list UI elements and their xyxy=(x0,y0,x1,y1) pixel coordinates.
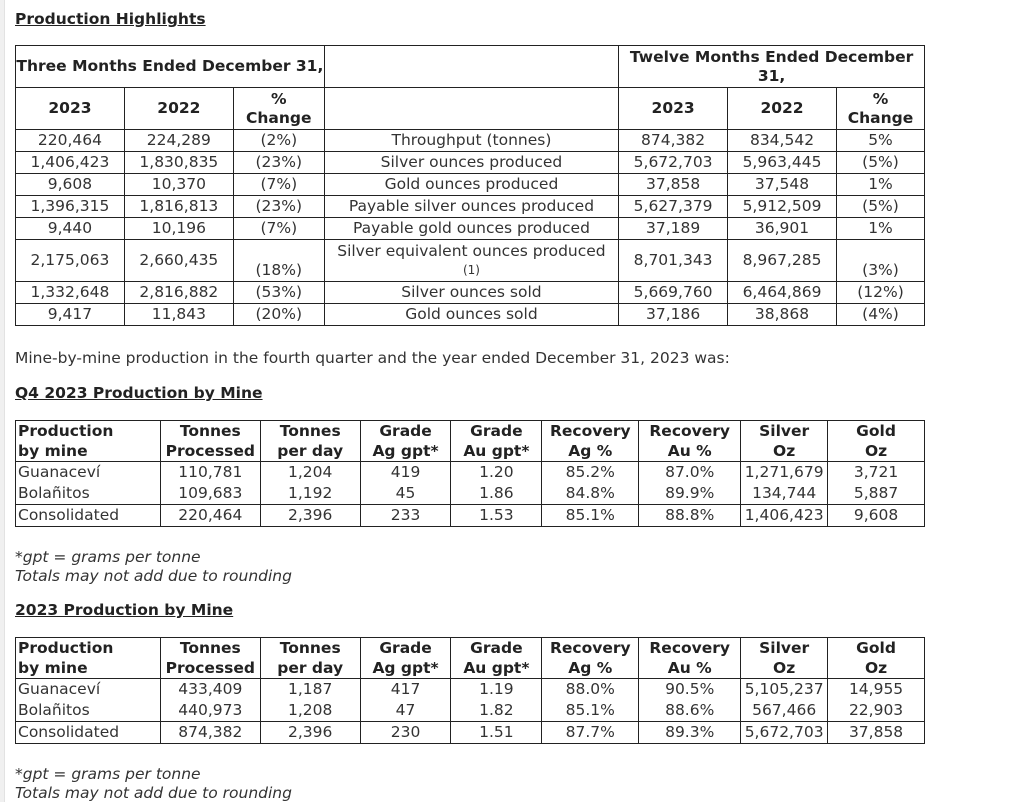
column-header-line: Ag % xyxy=(568,442,613,460)
column-header-line: Ag gpt* xyxy=(372,659,439,677)
year-production-by-mine-table xyxy=(15,637,925,744)
column-header xyxy=(451,421,542,462)
highlight-row xyxy=(16,196,925,218)
fy-2022-value: 6,464,869 xyxy=(728,282,837,304)
fy-2022-value: 36,901 xyxy=(728,218,837,240)
highlight-row xyxy=(16,240,925,282)
column-header-line: Production xyxy=(18,422,114,440)
mine-value: 1.51 xyxy=(451,722,542,744)
mine-value: 230 xyxy=(360,722,451,744)
metric-footnote-ref: (1) xyxy=(462,262,480,277)
period-header-row xyxy=(16,46,925,88)
metric-label-text: Silver ounces produced xyxy=(380,153,563,171)
q4-2022-value: 10,370 xyxy=(124,174,233,196)
q4-2022-value: 11,843 xyxy=(124,304,233,326)
column-header xyxy=(741,421,828,462)
mine-value: 1.86 xyxy=(451,483,542,505)
mine-name: Bolañitos xyxy=(16,483,161,505)
column-header xyxy=(360,421,451,462)
column-header-line: Ag % xyxy=(568,659,613,677)
q4-pct-change: (18%) xyxy=(233,240,324,282)
metric-label-text: Payable gold ounces produced xyxy=(352,219,590,237)
production-highlights-title: Production Highlights xyxy=(15,10,206,28)
column-header-line: Gold xyxy=(856,422,896,440)
year-header-row xyxy=(16,88,925,130)
mine-row xyxy=(16,505,925,527)
column-header-line: Recovery xyxy=(649,639,731,657)
column-header-line: Processed xyxy=(165,659,256,677)
q4-production-by-mine-table xyxy=(15,420,925,527)
three-months-header: Three Months Ended December 31, xyxy=(16,46,325,88)
fy-2022-value: 38,868 xyxy=(728,304,837,326)
metric-label xyxy=(324,240,618,282)
fy-2023-value: 8,701,343 xyxy=(619,240,728,282)
fy-2023-value: 5,672,703 xyxy=(619,152,728,174)
q4-2023-value: 2,175,063 xyxy=(16,240,125,282)
fy-2022-value: 5,963,445 xyxy=(728,152,837,174)
mine-value: 419 xyxy=(360,462,451,484)
blank-header xyxy=(324,46,618,88)
q4-2023-value: 220,464 xyxy=(16,130,125,152)
metric-label xyxy=(324,218,618,240)
column-header-line: Grade xyxy=(470,422,523,440)
mine-value: 1,208 xyxy=(260,700,360,722)
column-header xyxy=(160,638,260,679)
q4-pct-change: (20%) xyxy=(233,304,324,326)
fy-2023-value: 5,669,760 xyxy=(619,282,728,304)
column-header-line: Recovery xyxy=(549,639,631,657)
mine-value: 110,781 xyxy=(160,462,260,484)
q4-2023-value: 1,396,315 xyxy=(16,196,125,218)
mine-value: 5,672,703 xyxy=(741,722,828,744)
metric-label xyxy=(324,130,618,152)
mine-value: 9,608 xyxy=(828,505,925,527)
fy-2022-value: 8,967,285 xyxy=(728,240,837,282)
mine-value: 220,464 xyxy=(160,505,260,527)
mine-value: 1.19 xyxy=(451,679,542,701)
column-header xyxy=(639,638,741,679)
column-header-line: Au % xyxy=(667,659,712,677)
column-header-line: Recovery xyxy=(549,422,631,440)
mine-value: 90.5% xyxy=(639,679,741,701)
q4-2023-value: 9,608 xyxy=(16,174,125,196)
mine-name: Consolidated xyxy=(16,722,161,744)
highlight-row xyxy=(16,130,925,152)
mine-value: 2,396 xyxy=(260,505,360,527)
q4-pct-change: (23%) xyxy=(233,196,324,218)
mine-value: 1.53 xyxy=(451,505,542,527)
twelve-months-header: Twelve Months Ended December 31, xyxy=(619,46,925,88)
column-header-line: Tonnes xyxy=(179,422,241,440)
mine-value: 88.6% xyxy=(639,700,741,722)
q4-pct-change: (7%) xyxy=(233,174,324,196)
q-2023-header: 2023 xyxy=(16,88,125,130)
metric-label-text: Gold ounces sold xyxy=(405,305,538,323)
mine-name: Consolidated xyxy=(16,505,161,527)
fy-2022-value: 5,912,509 xyxy=(728,196,837,218)
column-header-line: Grade xyxy=(379,422,432,440)
y-pct-change-header: % Change xyxy=(836,88,924,130)
metric-label-text: Payable silver ounces produced xyxy=(348,197,595,215)
column-header xyxy=(828,421,925,462)
intro-text: Mine-by-mine production in the fourth quarter and the year ended December 31, 2023 was: xyxy=(15,349,730,367)
column-header xyxy=(16,638,161,679)
q4-pct-change: (2%) xyxy=(233,130,324,152)
metric-label-text: Throughput (tonnes) xyxy=(391,131,552,149)
column-header xyxy=(451,638,542,679)
highlight-row xyxy=(16,304,925,326)
mine-value: 37,858 xyxy=(828,722,925,744)
mine-value: 433,409 xyxy=(160,679,260,701)
q4-2022-value: 2,660,435 xyxy=(124,240,233,282)
q-pct-change-header: % Change xyxy=(233,88,324,130)
column-header-line: Tonnes xyxy=(279,422,341,440)
mine-value: 22,903 xyxy=(828,700,925,722)
fy-2023-value: 37,189 xyxy=(619,218,728,240)
q4-2023-value: 1,332,648 xyxy=(16,282,125,304)
fy-pct-change: 1% xyxy=(836,174,924,196)
fy-2022-value: 37,548 xyxy=(728,174,837,196)
fy-pct-change: (5%) xyxy=(836,196,924,218)
column-header-line: Silver xyxy=(759,639,810,657)
highlight-row xyxy=(16,218,925,240)
column-header-line: per day xyxy=(277,659,344,677)
column-header-line: Oz xyxy=(864,659,888,677)
column-header-line: Oz xyxy=(773,659,796,677)
column-header-line: Oz xyxy=(864,442,888,460)
mine-name: Guanaceví xyxy=(16,462,161,484)
mine-value: 109,683 xyxy=(160,483,260,505)
fy-2023-value: 874,382 xyxy=(619,130,728,152)
mine-value: 1.20 xyxy=(451,462,542,484)
y-2023-header: 2023 xyxy=(619,88,728,130)
mine-row xyxy=(16,462,925,484)
mine-value: 85.2% xyxy=(542,462,639,484)
column-header-line: Tonnes xyxy=(279,639,341,657)
mine-value: 567,466 xyxy=(741,700,828,722)
mine-value: 1,204 xyxy=(260,462,360,484)
q-2022-header: 2022 xyxy=(124,88,233,130)
metric-label xyxy=(324,152,618,174)
q4-pct-change: (7%) xyxy=(233,218,324,240)
mine-value: 85.1% xyxy=(542,505,639,527)
mine-value: 88.8% xyxy=(639,505,741,527)
column-header xyxy=(542,421,639,462)
highlight-row xyxy=(16,174,925,196)
mine-header-row xyxy=(16,421,925,462)
fy-2023-value: 37,186 xyxy=(619,304,728,326)
mine-value: 89.9% xyxy=(639,483,741,505)
q4-footnote-rounding: Totals may not add due to rounding xyxy=(15,567,292,585)
mine-value: 1,406,423 xyxy=(741,505,828,527)
mine-value: 233 xyxy=(360,505,451,527)
highlight-row xyxy=(16,282,925,304)
column-header xyxy=(260,421,360,462)
column-header-line: Silver xyxy=(759,422,810,440)
page-frame xyxy=(0,0,5,802)
column-header-line: Gold xyxy=(856,639,896,657)
q4-2022-value: 224,289 xyxy=(124,130,233,152)
metric-label-text: Silver ounces sold xyxy=(401,283,542,301)
column-header-line: Tonnes xyxy=(179,639,241,657)
column-header-line: Processed xyxy=(165,442,256,460)
q4-pct-change: (53%) xyxy=(233,282,324,304)
mine-value: 87.0% xyxy=(639,462,741,484)
column-header-line: Ag gpt* xyxy=(372,442,439,460)
column-header-line: Production xyxy=(18,639,114,657)
year-footnote-gpt: *gpt = grams per tonne xyxy=(15,765,201,783)
column-header xyxy=(639,421,741,462)
column-header xyxy=(260,638,360,679)
fy-2023-value: 37,858 xyxy=(619,174,728,196)
blank-header xyxy=(324,88,618,130)
mine-value: 1,187 xyxy=(260,679,360,701)
q4-2023-value: 1,406,423 xyxy=(16,152,125,174)
column-header-line: Recovery xyxy=(649,422,731,440)
mine-value: 3,721 xyxy=(828,462,925,484)
column-header-line: by mine xyxy=(18,659,88,677)
mine-row xyxy=(16,722,925,744)
q4-2022-value: 1,830,835 xyxy=(124,152,233,174)
mine-row xyxy=(16,700,925,722)
mine-name: Bolañitos xyxy=(16,700,161,722)
fy-pct-change: (12%) xyxy=(836,282,924,304)
column-header-line: Grade xyxy=(470,639,523,657)
mine-value: 14,955 xyxy=(828,679,925,701)
mine-value: 417 xyxy=(360,679,451,701)
metric-label xyxy=(324,196,618,218)
mine-value: 47 xyxy=(360,700,451,722)
mine-value: 440,973 xyxy=(160,700,260,722)
metric-label xyxy=(324,282,618,304)
q4-pct-change: (23%) xyxy=(233,152,324,174)
mine-value: 45 xyxy=(360,483,451,505)
mine-value: 87.7% xyxy=(542,722,639,744)
fy-pct-change: (5%) xyxy=(836,152,924,174)
mine-value: 5,105,237 xyxy=(741,679,828,701)
column-header-line: Au gpt* xyxy=(463,442,530,460)
fy-pct-change: (4%) xyxy=(836,304,924,326)
mine-value: 1.82 xyxy=(451,700,542,722)
column-header-line: Oz xyxy=(773,442,796,460)
column-header-line: Grade xyxy=(379,639,432,657)
mine-value: 134,744 xyxy=(741,483,828,505)
metric-label-text: Gold ounces produced xyxy=(384,175,559,193)
fy-2022-value: 834,542 xyxy=(728,130,837,152)
column-header xyxy=(160,421,260,462)
q4-2023-value: 9,417 xyxy=(16,304,125,326)
year-table-title: 2023 Production by Mine xyxy=(15,601,234,619)
mine-header-row xyxy=(16,638,925,679)
column-header-line: Au gpt* xyxy=(463,659,530,677)
fy-2023-value: 5,627,379 xyxy=(619,196,728,218)
column-header-line: Au % xyxy=(667,442,712,460)
column-header xyxy=(360,638,451,679)
fy-pct-change: 5% xyxy=(836,130,924,152)
mine-value: 1,271,679 xyxy=(741,462,828,484)
y-2022-header: 2022 xyxy=(728,88,837,130)
metric-label xyxy=(324,304,618,326)
fy-pct-change: (3%) xyxy=(836,240,924,282)
metric-label xyxy=(324,174,618,196)
q4-2023-value: 9,440 xyxy=(16,218,125,240)
mine-value: 85.1% xyxy=(542,700,639,722)
q4-2022-value: 2,816,882 xyxy=(124,282,233,304)
column-header xyxy=(741,638,828,679)
metric-label-text: Silver equivalent ounces produced xyxy=(337,241,606,260)
mine-value: 89.3% xyxy=(639,722,741,744)
q4-2022-value: 10,196 xyxy=(124,218,233,240)
column-header xyxy=(542,638,639,679)
q4-2022-value: 1,816,813 xyxy=(124,196,233,218)
mine-value: 2,396 xyxy=(260,722,360,744)
column-header xyxy=(16,421,161,462)
mine-row xyxy=(16,483,925,505)
column-header-line: by mine xyxy=(18,442,88,460)
column-header xyxy=(828,638,925,679)
q4-table-title: Q4 2023 Production by Mine xyxy=(15,384,263,402)
fy-pct-change: 1% xyxy=(836,218,924,240)
mine-name: Guanaceví xyxy=(16,679,161,701)
year-footnote-rounding: Totals may not add due to rounding xyxy=(15,784,292,802)
column-header-line: per day xyxy=(277,442,344,460)
mine-value: 84.8% xyxy=(542,483,639,505)
mine-value: 88.0% xyxy=(542,679,639,701)
mine-value: 1,192 xyxy=(260,483,360,505)
q4-footnote-gpt: *gpt = grams per tonne xyxy=(15,548,201,566)
mine-value: 5,887 xyxy=(828,483,925,505)
mine-value: 874,382 xyxy=(160,722,260,744)
highlight-row xyxy=(16,152,925,174)
mine-row xyxy=(16,679,925,701)
production-highlights-table xyxy=(15,45,925,326)
